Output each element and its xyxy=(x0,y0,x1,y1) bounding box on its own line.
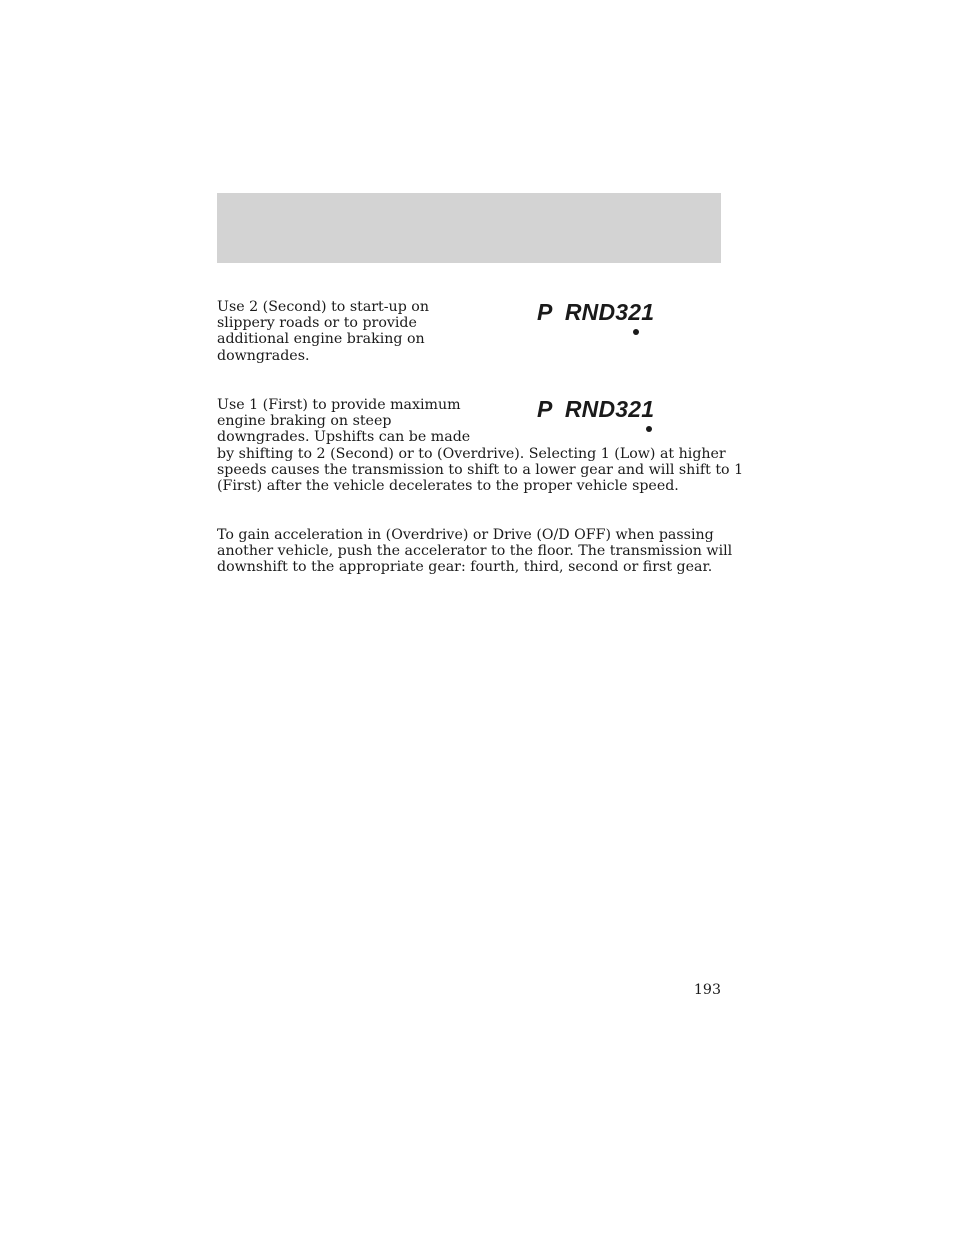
gear-indicator-first xyxy=(537,396,654,423)
text-line: by shifting to 2 (Second) or to (Overdrive). Selecting 1 (Low) at higher xyxy=(217,445,726,462)
text-line: downgrades. xyxy=(217,347,310,364)
text-line: slippery roads or to provide xyxy=(217,315,417,332)
text-line: (First) after the vehicle decelerates to the proper vehicle speed. xyxy=(217,478,679,495)
text-line: downshift to the appropriate gear: fourth, third, second or first gear. xyxy=(217,559,713,576)
text-line: engine braking on steep xyxy=(217,413,392,430)
text-line: To gain acceleration in (Overdrive) or Drive (O/D OFF) when passing xyxy=(217,527,714,543)
selected-gear-dot-icon xyxy=(646,426,652,432)
gear-park-label: P xyxy=(537,299,552,325)
text-line: Use 2 (Second) to start-up on xyxy=(217,299,429,315)
gear-park-label: P xyxy=(537,396,552,422)
gear-sequence-tail: 1 xyxy=(641,299,655,325)
gear-selected-label: 2 xyxy=(628,299,641,326)
text-line: another vehicle, push the accelerator to the floor. The transmission will xyxy=(217,543,733,560)
second-gear-paragraph xyxy=(217,299,429,364)
text-line: downgrades. Upshifts can be made xyxy=(217,429,471,446)
passing-acceleration-paragraph xyxy=(217,527,732,576)
text-line: Use 1 (First) to provide maximum xyxy=(217,397,461,413)
gear-sequence-label: RND32 xyxy=(564,396,642,422)
text-line: speeds causes the transmission to shift to a lower gear and will shift to 1 xyxy=(217,461,744,478)
gear-sequence-label: RND3 xyxy=(564,299,629,325)
gear-indicator-second xyxy=(537,299,654,326)
first-gear-paragraph xyxy=(217,397,743,494)
gear-selected-label: 1 xyxy=(641,396,654,423)
page-number: 193 xyxy=(693,982,721,998)
section-header-band xyxy=(217,193,721,263)
selected-gear-dot-icon xyxy=(633,329,639,335)
text-line: additional engine braking on xyxy=(217,331,425,348)
